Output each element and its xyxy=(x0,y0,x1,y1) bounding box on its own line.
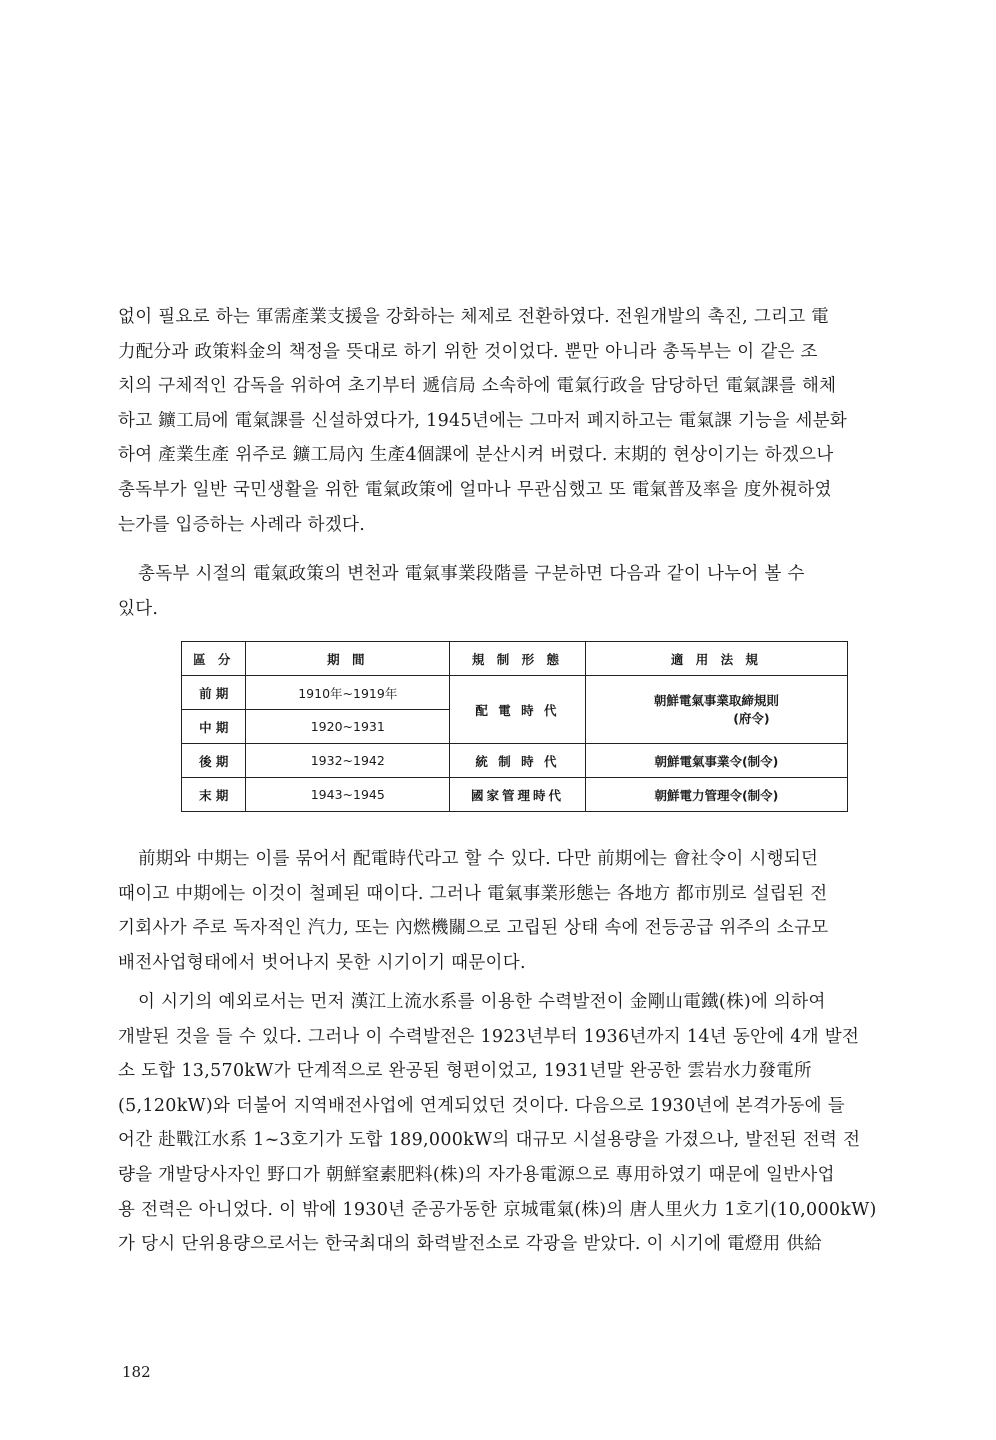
cell-regulation: 國家管理時代 xyxy=(450,778,586,812)
text-line: 총독부 시절의 電氣政策의 변천과 電氣事業段階를 구분하면 다음과 같이 나누어 볼 수 xyxy=(138,564,805,584)
paragraph-wartime-policy xyxy=(118,300,888,542)
cell-period: 1932~1942 xyxy=(246,744,450,778)
text-line: (5,120kW)와 더불어 지역배전사업에 연계되었던 것이다. 다음으로 1930년에 본격가동에 들 xyxy=(118,1095,845,1116)
page-number: 182 xyxy=(122,1363,151,1381)
law-line-2: (府令) xyxy=(733,710,770,726)
text-line: 前期와 中期는 이를 묶어서 配電時代라고 할 수 있다. 다만 前期에는 會社令이 시행되던 xyxy=(138,849,819,869)
cell-law-merged xyxy=(585,676,847,744)
text-line: 力配分과 政策料金의 책정을 뜻대로 하기 위한 것이었다. 뿐만 아니라 총독부는 이 같은 조 xyxy=(118,341,818,362)
text-line: 하여 產業生產 위주로 鑛工局內 生產4個課에 분산시켜 버렸다. 末期的 현상이기는 하겠으나 xyxy=(118,445,834,466)
text-line: 가 당시 단위용량으로서는 한국최대의 화력발전소로 각광을 받았다. 이 시기에 電燈用 供給 xyxy=(118,1234,823,1255)
text-line: 어간 赴戰江水系 1~3호기가 도합 189,000kW의 대규모 시설용량을 가졌으나, 발전된 전력 전 xyxy=(118,1130,861,1151)
cell-regulation: 統 制 時 代 xyxy=(450,744,586,778)
text-line: 소 도합 13,570kW가 단계적으로 완공된 형편이었고, 1931년말 완공한 雲岩水力發電所 xyxy=(118,1061,812,1082)
text-line: 량을 개발당사자인 野口가 朝鮮窒素肥料(株)의 자가용電源으로 專用하였기 때문에 일반사업 xyxy=(118,1164,835,1185)
cell-division: 後 期 xyxy=(182,744,246,778)
text-line: 기회사가 주로 독자적인 汽力, 또는 內燃機關으로 고립된 상태 속에 전등공급 위주의 소규모 xyxy=(118,918,829,939)
cell-division: 前 期 xyxy=(182,676,246,710)
paragraph-period-intro xyxy=(118,557,888,626)
paragraph-distribution-era xyxy=(118,842,888,980)
cell-division: 末 期 xyxy=(182,778,246,812)
text-line: 는가를 입증하는 사례라 하겠다. xyxy=(118,514,366,535)
text-line: 때이고 中期에는 이것이 철폐된 때이다. 그러나 電氣事業形態는 各地方 都市別로 설립된 전 xyxy=(118,883,828,904)
header-period: 期 間 xyxy=(246,642,450,676)
table-row xyxy=(182,676,848,710)
law-line-1: 朝鮮電氣事業取締規則 xyxy=(653,692,779,708)
cell-period: 1920~1931 xyxy=(246,710,450,744)
text-line: 개발된 것을 들 수 있다. 그러나 이 수력발전은 1923년부터 1936년까지 14년 동안에 4개 발전 xyxy=(118,1026,860,1047)
text-line: 있다. xyxy=(118,598,159,619)
text-line: 치의 구체적인 감독을 위하여 초기부터 遞信局 소속하에 電氣行政을 담당하던 電氣課를 해체 xyxy=(118,376,837,397)
table-header-row xyxy=(182,642,848,676)
cell-law: 朝鮮電氣事業令(制令) xyxy=(585,744,847,778)
text-line: 없이 필요로 하는 軍需產業支援을 강화하는 체제로 전환하였다. 전원개발의 촉진, 그리고 電 xyxy=(118,307,830,327)
table-row xyxy=(182,778,848,812)
text-line: 배전사업형태에서 벗어나지 못한 시기이기 때문이다. xyxy=(118,952,526,973)
period-table xyxy=(181,641,848,812)
header-regulation: 規 制 形 態 xyxy=(450,642,586,676)
table-row xyxy=(182,744,848,778)
text-line: 하고 鑛工局에 電氣課를 신설하였다가, 1945년에는 그마저 폐지하고는 電氣課 기능을 세분화 xyxy=(118,410,848,431)
paragraph-exceptions xyxy=(118,985,888,1262)
header-law: 適 用 法 規 xyxy=(585,642,847,676)
cell-regulation-merged: 配 電 時 代 xyxy=(450,676,586,744)
cell-division: 中 期 xyxy=(182,710,246,744)
text-line: 이 시기의 예외로서는 먼저 漢江上流水系를 이용한 수력발전이 金剛山電鐵(株)에 의하여 xyxy=(138,992,826,1012)
header-division: 區 分 xyxy=(182,642,246,676)
cell-period: 1943~1945 xyxy=(246,778,450,812)
text-line: 용 전력은 아니었다. 이 밖에 1930년 준공가동한 京城電氣(株)의 唐人里火力 1호기(10,000kW) xyxy=(118,1199,877,1220)
cell-law: 朝鮮電力管理令(制令) xyxy=(585,778,847,812)
text-line: 총독부가 일반 국민생활을 위한 電氣政策에 얼마나 무관심했고 또 電氣普及率을 度外視하였 xyxy=(118,479,832,500)
cell-period: 1910年~1919年 xyxy=(246,676,450,710)
